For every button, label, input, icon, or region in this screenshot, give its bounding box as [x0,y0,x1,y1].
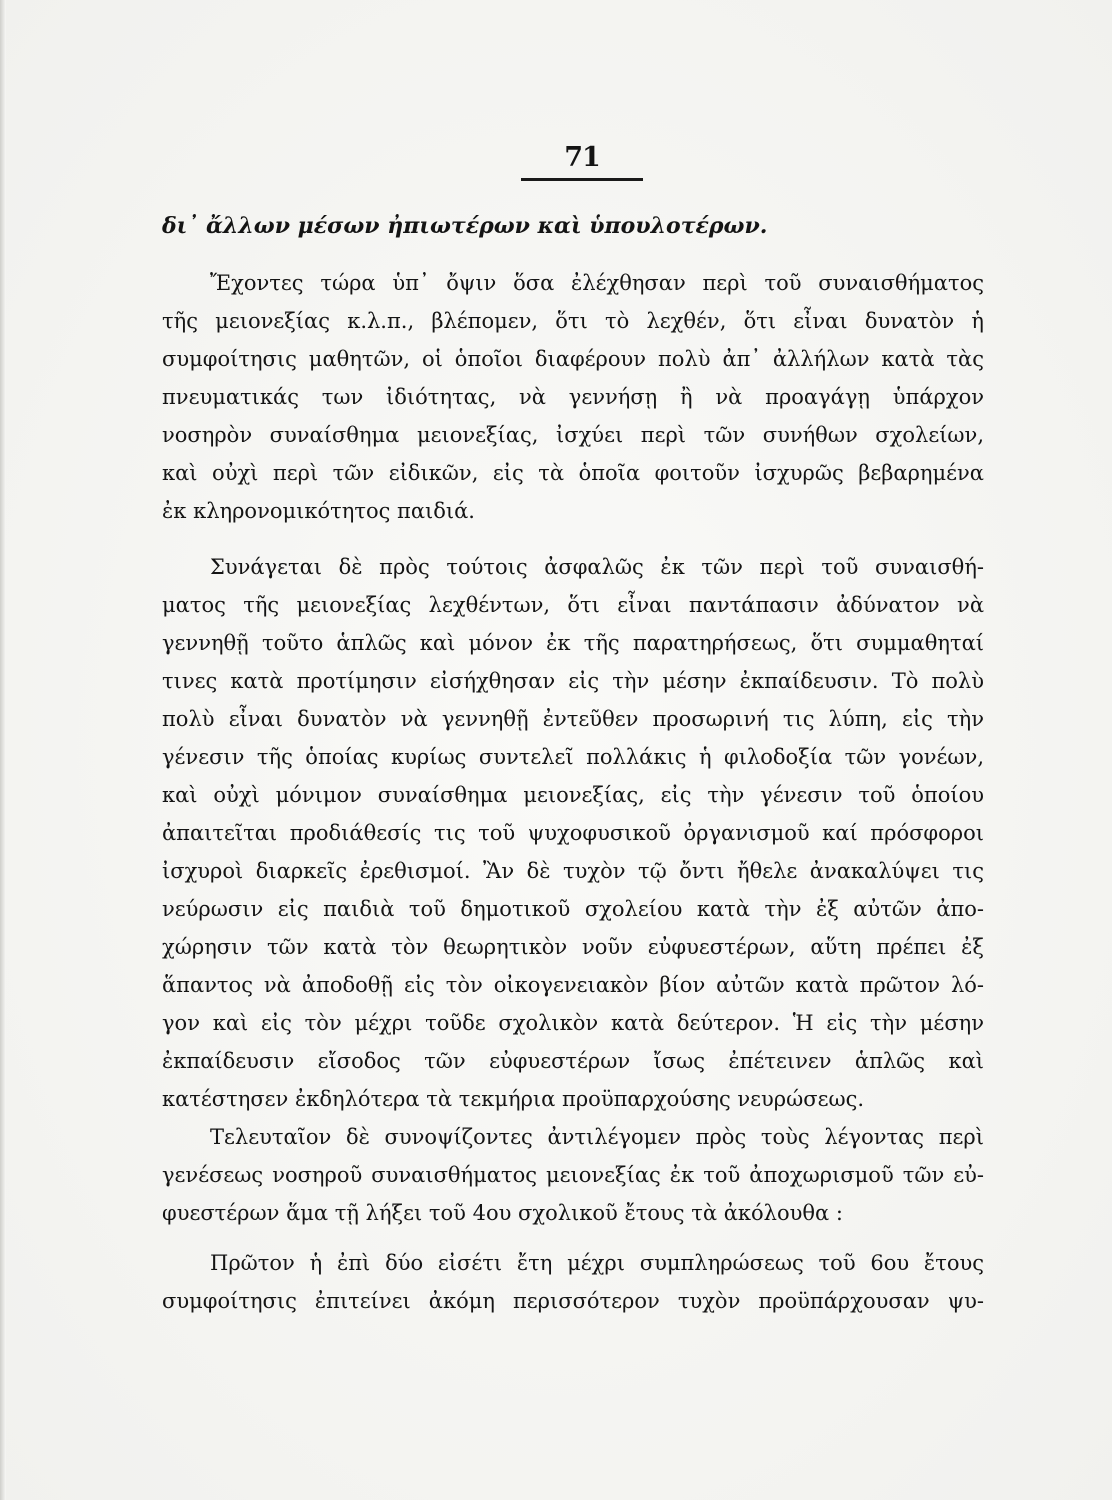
paragraph-2 [162,548,984,1118]
text-line: καὶ οὐχὶ περὶ τῶν εἰδικῶν, εἰς τὰ ὁποῖα φοιτοῦν ἰσχυρῶς βεβαρημένα [162,461,984,485]
text-line: νεύρωσιν εἰς παιδιὰ τοῦ δημοτικοῦ σχολείου κατὰ τὴν ἐξ αὐτῶν ἀπο- [162,897,984,921]
text-line: χώρησιν τῶν κατὰ τὸν θεωρητικὸν νοῦν εὐφυεστέρων, αὕτη πρέπει ἐξ [162,935,984,959]
text-line: ἀπαιτεῖται προδιάθεσίς τις τοῦ ψυχοφυσικοῦ ὀργανισμοῦ καί πρόσφοροι [162,821,984,845]
text-line: γον καὶ εἰς τὸν μέχρι τοῦδε σχολικὸν κατὰ δεύτερον. Ἡ εἰς τὴν μέσην [162,1011,984,1035]
text-line: πνευματικάς των ἰδιότητας, νὰ γεννήσῃ ἢ νὰ προαγάγῃ ὑπάρχον [162,385,984,409]
text-line: ἅπαντος νὰ ἀποδοθῇ εἰς τὸν οἰκογενειακὸν βίον αὐτῶν κατὰ πρῶτον λό- [162,973,984,997]
text-line: φυεστέρων ἅμα τῇ λήξει τοῦ 4ου σχολικοῦ ἔτους τὰ ἀκόλουθα : [162,1201,843,1225]
text-line: Συνάγεται δὲ πρὸς τούτοις ἀσφαλῶς ἐκ τῶν περὶ τοῦ συναισθή- [210,555,984,579]
text-line: καὶ οὐχὶ μόνιμον συναίσθημα μειονεξίας, εἰς τὴν γένεσιν τοῦ ὁποίου [162,783,984,807]
text-line: ἰσχυροὶ διαρκεῖς ἐρεθισμοί. Ἂν δὲ τυχὸν τῷ ὄντι ἤθελε ἀνακαλύψει τις [162,859,984,883]
text-line: συμφοίτησις ἐπιτείνει ἀκόμη περισσότερον τυχὸν προϋπάρχουσαν ψυ- [162,1289,984,1313]
text-line: ἐκπαίδευσιν εἴσοδος τῶν εὐφυεστέρων ἴσως ἐπέτεινεν ἁπλῶς καὶ [162,1049,984,1073]
text-line: τινες κατὰ προτίμησιν εἰσήχθησαν εἰς τὴν μέσην ἐκπαίδευσιν. Τὸ πολὺ [162,669,984,693]
text-line: ἐκ κληρονομικότητος παιδιά. [162,499,475,523]
heading-line-block [162,207,984,245]
page-number-rule [521,178,643,181]
paragraph-1 [162,264,984,530]
text-line: συμφοίτησις μαθητῶν, οἱ ὁποῖοι διαφέρουν πολὺ ἀπ᾽ ἀλλήλων κατὰ τὰς [162,347,984,371]
paragraph-4 [162,1244,984,1320]
text-line: τῆς μειονεξίας κ.λ.π., βλέπομεν, ὅτι τὸ λεχθέν, ὅτι εἶναι δυνατὸν ἡ [162,309,984,333]
text-line: γένεσιν τῆς ὁποίας κυρίως συντελεῖ πολλάκις ἡ φιλοδοξία τῶν γονέων, [162,745,984,769]
text-line: πολὺ εἶναι δυνατὸν νὰ γεννηθῇ ἐντεῦθεν προσωρινή τις λύπη, εἰς τὴν [162,707,984,731]
heading-line: δι᾽ ἄλλων μέσων ἠπιωτέρων καὶ ὑπουλοτέρων. [162,213,768,239]
text-line: ματος τῆς μειονεξίας λεχθέντων, ὅτι εἶναι παντάπασιν ἀδύνατον νὰ [162,593,984,617]
text-line: Πρῶτον ἡ ἐπὶ δύο εἰσέτι ἔτη μέχρι συμπληρώσεως τοῦ 6ου ἔτους [210,1251,984,1275]
text-line: Τελευταῖον δὲ συνοψίζοντες ἀντιλέγομεν πρὸς τοὺς λέγοντας περὶ [210,1125,984,1149]
page-number: 71 [564,142,600,173]
paragraph-3 [162,1118,984,1232]
text-line: Ἔχοντες τώρα ὑπ᾽ ὄψιν ὅσα ἐλέχθησαν περὶ τοῦ συναισθήματος [210,271,984,295]
text-line: γεννηθῇ τοῦτο ἁπλῶς καὶ μόνον ἐκ τῆς παρατηρήσεως, ὅτι συμμαθηταί [162,631,984,655]
text-line: νοσηρὸν συναίσθημα μειονεξίας, ἰσχύει περὶ τῶν συνήθων σχολείων, [162,423,984,447]
page-spine-shadow [0,0,6,1500]
text-line: κατέστησεν ἐκδηλότερα τὰ τεκμήρια προϋπαρχούσης νευρώσεως. [162,1087,865,1111]
text-line: γενέσεως νοσηροῦ συναισθήματος μειονεξίας ἐκ τοῦ ἀποχωρισμοῦ τῶν εὐ- [162,1163,984,1187]
